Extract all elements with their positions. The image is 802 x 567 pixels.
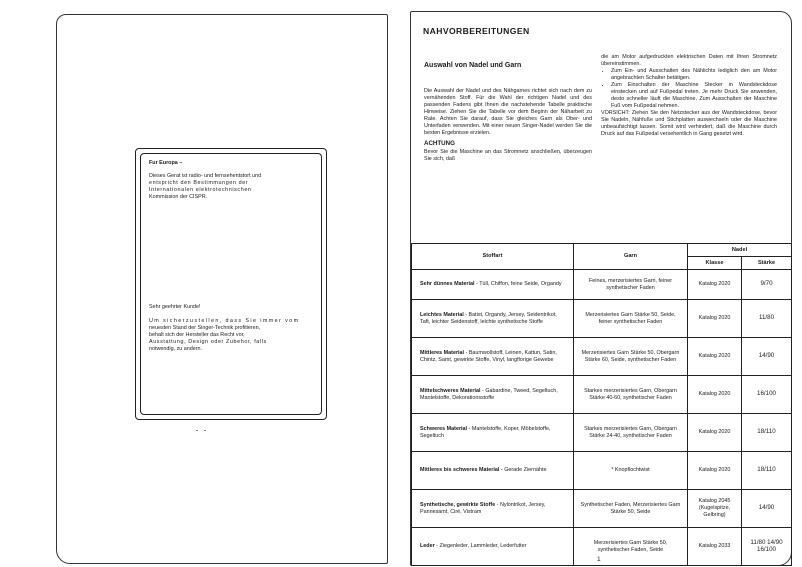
- instruction-list: [601, 68, 777, 110]
- material-name: Sehr dünnes Material: [420, 281, 475, 288]
- achtung-heading: ACHTUNG: [424, 140, 455, 147]
- table-row: [412, 376, 792, 414]
- starke-cell: 14/90: [742, 490, 792, 528]
- material-details: - Gerade Ziernähte: [499, 467, 547, 474]
- material-name: Synthetische, gewirkte Stoffe: [420, 501, 496, 508]
- notice-para1-line2: entspricht den Bestimmungen der: [149, 180, 249, 186]
- stoffart-cell: [412, 490, 574, 528]
- starke-cell: 18/110: [742, 414, 792, 452]
- garn-cell: Merzerisiertes Garn Stärke 50, Obergarn Stärke 60, Seide, synthetischer Faden: [574, 338, 688, 376]
- material-name: Mittleres Material: [420, 349, 465, 356]
- material-details: - Nylontrikot, Jersey, Pannesamt, Ciré, Vistram: [420, 501, 546, 515]
- material-name: Schweres Material: [420, 425, 468, 432]
- notice-para2-line4: Ausstattung, Design oder Zubehor, falls: [149, 339, 267, 345]
- stoffart-cell: [412, 414, 574, 452]
- table-row: [412, 490, 792, 528]
- stoffart-cell: [412, 376, 574, 414]
- garn-cell: Starkes merzerisiertes Garn, Obergarn Stärke 24-40, synthetischer Faden: [574, 414, 688, 452]
- starke-cell: 9/70: [742, 270, 792, 300]
- right-text-column: [601, 54, 777, 138]
- material-name: Leder: [420, 543, 435, 550]
- table-row: [412, 338, 792, 376]
- header-nadel: Nadel: [688, 244, 792, 257]
- stoffart-cell: [412, 528, 574, 566]
- stoffart-cell: [412, 300, 574, 338]
- header-stoffart: Stoffart: [412, 244, 574, 270]
- instruction-bullet: • Zum Ein- und Ausschalten des Nählichts lediglich den am Motor angebrachten Schalter betätigen.: [611, 68, 777, 82]
- intro-text: Die Auswahl der Nadel und des Nähgarnes richtet sich nach dem zu vernähenden Stoff. Für die Wahl der richtigen Nadel und des passenden Fadens gibt Ihnen die nachstehende Tabelle praktische Hinweise. Ziehen Sie die Tabelle vor dem Beginn der Näharbeit zu Rate. Achten Sie darauf, dass Sie gleiches Garn als Ober- und Unterfaden verwenden. Mit einer neuen Singer-Nadel werden Sie die besten Ergebnisse erzielen.: [424, 88, 592, 136]
- garn-cell: Starkes merzerisiertes Garn, Obergarn Stärke 40-60, synthetischer Faden: [574, 376, 688, 414]
- garn-cell: * Knopflochtwist: [574, 452, 688, 490]
- vorsicht-text: VORSICHT: Ziehen Sie den Netzstecker aus der Wandsteckdose, bevor Sie Nadeln, Nähfuße und Stichplatten auswechseln oder die Maschine unbeaufsichtigt lassen. Somit wird verhindert, daß die Maschine durch Druck auf das Fußpedal versehentlich in Gang gesetzt wird.: [601, 110, 777, 137]
- left-text-column: [424, 88, 592, 163]
- material-details: - Batist, Organdy, Jersey, Seidentrikot, Taft, leichter Seidenstoff, leichte synthetische Stoffe: [420, 311, 557, 325]
- klasse-cell: Katalog 2033: [688, 528, 742, 566]
- right-column-intro: die am Motor aufgedruckten elektrischen Daten mit Ihren Stromnetz übereinstimmen.: [601, 54, 777, 67]
- material-name: Leichtes Material: [420, 311, 464, 318]
- material-details: - Gabardine, Tweed, Segeltuch, Mantelstoffe, Dekorationsstoffe: [420, 387, 558, 401]
- material-details: - Ziegenleder, Lammleder, Lederfutter: [434, 543, 527, 550]
- section-title: Auswahl von Nadel und Garn: [424, 62, 522, 69]
- notice-greeting: Sehr geehrter Kunde!: [149, 304, 201, 310]
- stoffart-cell: [412, 452, 574, 490]
- starke-cell: 11/80 14/90 16/100: [742, 528, 792, 566]
- klasse-cell: Katalog 2020: [688, 338, 742, 376]
- notice-para2-line1: Um sicherzustellen, dass Sie immer vom: [149, 318, 300, 324]
- klasse-cell: Katalog 2020: [688, 452, 742, 490]
- starke-cell: 16/100: [742, 376, 792, 414]
- table-row: [412, 300, 792, 338]
- garn-cell: Synthetischer Faden, Merzerisiertes Garn Stärke 50, Seide: [574, 490, 688, 528]
- garn-cell: Merzerisiertes Garn Stärke 50, synthetischer Faden, Seide: [574, 528, 688, 566]
- right-page: [410, 11, 792, 566]
- starke-cell: 11/80: [742, 300, 792, 338]
- print-speck: [204, 430, 206, 431]
- notice-inner-frame: [140, 153, 322, 415]
- starke-cell: 18/110: [742, 452, 792, 490]
- klasse-cell: Katalog 2020: [688, 300, 742, 338]
- table-row: [412, 270, 792, 300]
- starke-cell: 14/90: [742, 338, 792, 376]
- print-speck: [196, 430, 198, 431]
- needle-thread-table: [411, 243, 792, 566]
- header-garn: Garn: [574, 244, 688, 270]
- achtung-text: Bevor Sie die Maschine an das Stromnetz anschließen, überzeugen Sie sich, daß: [424, 149, 592, 162]
- notice-para2-line3: behalt sich der Hersteller das Recht vor,: [149, 332, 245, 338]
- header-klasse: Klasse: [688, 257, 742, 270]
- material-details: - Mantelstoffe, Koper, Möbelstoffe, Segeltuch: [420, 425, 551, 439]
- material-details: - Baumwollstoff, Leinen, Kattun, Satin, Chintz, Samt, gewirkte Stoffe, Vinyl, langflorige Gewebe: [420, 349, 557, 363]
- klasse-cell: Katalog 2045 (Kugelspitze, Gelbring): [688, 490, 742, 528]
- notice-box: [135, 148, 327, 420]
- page-number: 1: [597, 556, 601, 563]
- instruction-bullet: • Zum Einschalten der Maschine Stecker in Wandsteckdose einstecken und auf Fußpedal treten. Je mehr Druck Sie anwenden, desto schneller läuft die Maschine. Zum Ausschalten der Maschine Fuß vom Fußpedal nehmen.: [611, 82, 777, 110]
- material-details: - Tüll, Chiffon, feine Seide, Organdy: [474, 281, 562, 288]
- page-title: NAHVORBEREITUNGEN: [423, 26, 530, 36]
- garn-cell: Merzerisiertes Garn Stärke 50, Seide, feiner synthetischer Faden: [574, 300, 688, 338]
- klasse-cell: Katalog 2020: [688, 414, 742, 452]
- notice-heading: Fur Europa –: [149, 160, 183, 166]
- klasse-cell: Katalog 2020: [688, 376, 742, 414]
- garn-cell: Feines, merzerisiertes Garn, feiner synthetischer Faden: [574, 270, 688, 300]
- notice-para2-line5: notwendig, zu andern.: [149, 346, 203, 352]
- stoffart-cell: [412, 270, 574, 300]
- material-name: Mittelschweres Material: [420, 387, 481, 394]
- table-row: [412, 452, 792, 490]
- notice-para1-line4: Kommission der CISPR.: [149, 194, 208, 200]
- notice-para1-line3: Internationalen elektrotechnischen: [149, 187, 252, 193]
- table-row: [412, 414, 792, 452]
- stoffart-cell: [412, 338, 574, 376]
- header-starke: Stärke: [742, 257, 792, 270]
- notice-para2-line2: neuesten Stand der Singer-Technik profitieren,: [149, 325, 261, 331]
- notice-para1-line1: Dieses Gerat ist radio- und fernsehentstort und: [149, 173, 262, 179]
- material-name: Mittleres bis schweres Material: [420, 467, 500, 474]
- klasse-cell: Katalog 2020: [688, 270, 742, 300]
